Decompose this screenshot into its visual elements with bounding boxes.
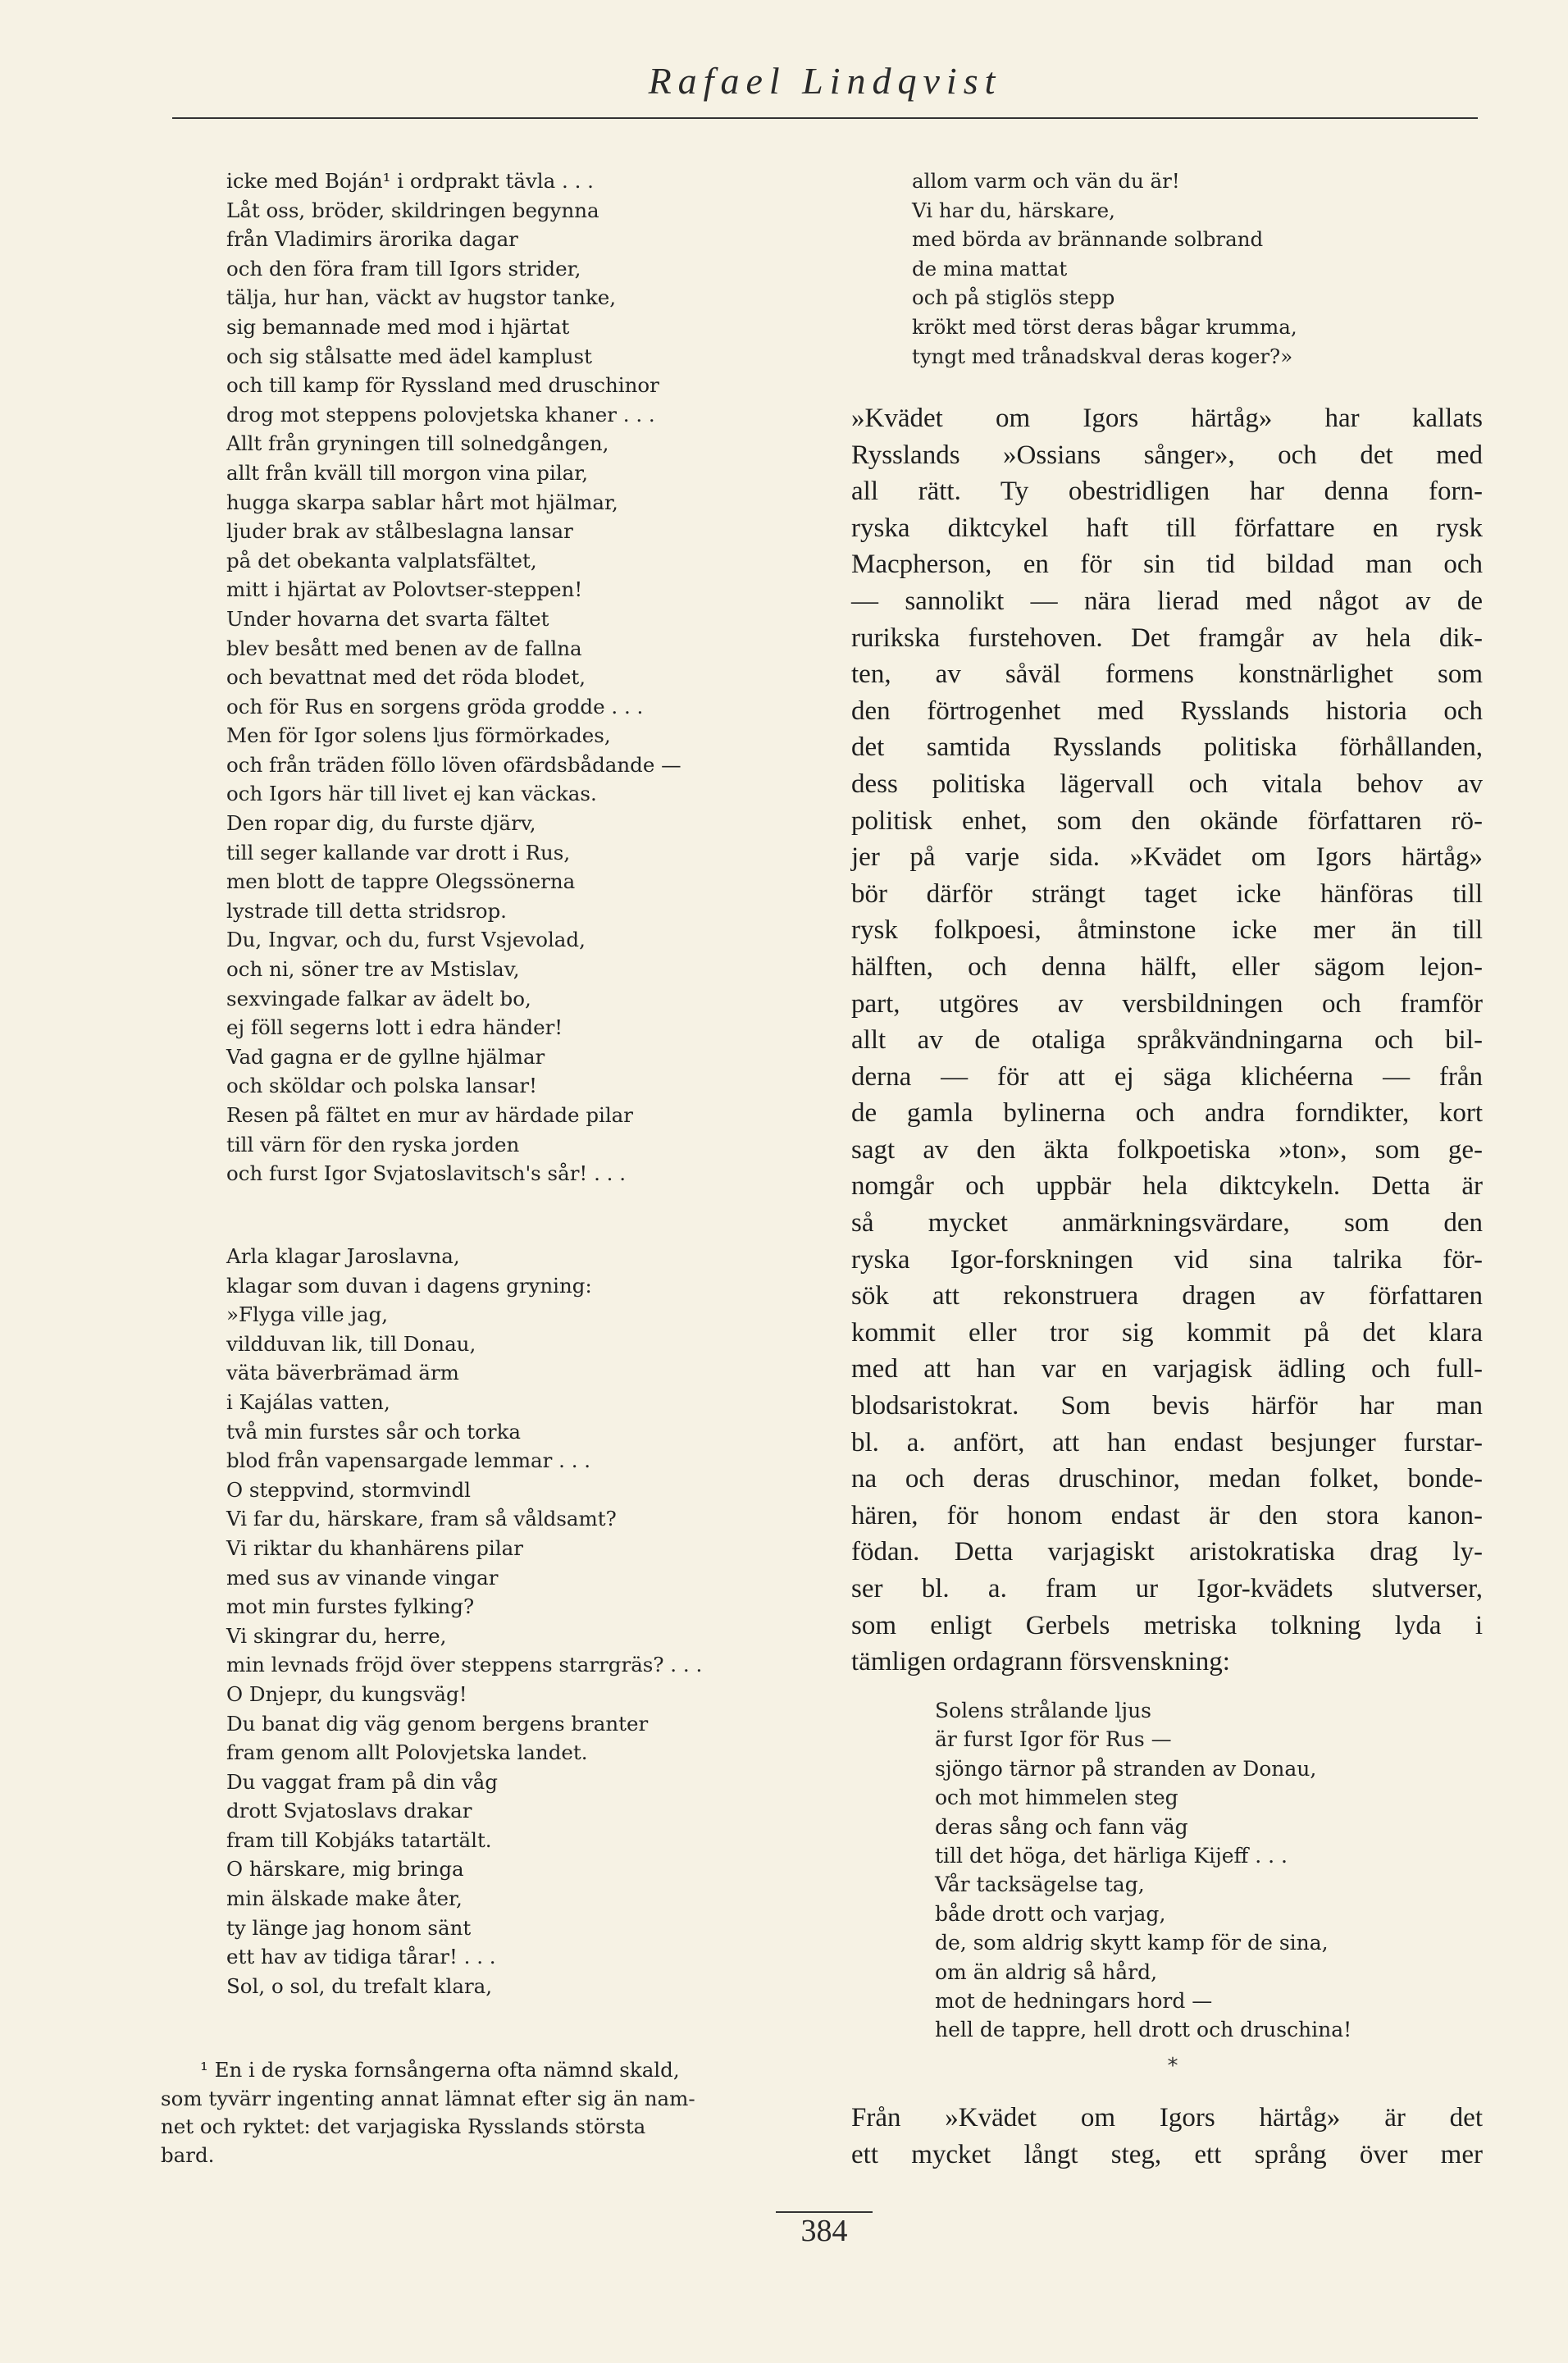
verse-line: lystrade till detta stridsrop. <box>226 898 507 923</box>
verse-line: deras sång och fann väg <box>935 1814 1188 1839</box>
prose-line: blodsaristokrat. Som bevis härför har man <box>851 1391 1483 1421</box>
verse-line: Allt från gryningen till solnedgången, <box>226 431 609 456</box>
verse-line: och furst Igor Svjatoslavitsch's sår! . . . <box>226 1161 627 1186</box>
verse-line: tälja, hur han, väckt av hugstor tanke, <box>226 285 617 310</box>
verse-line: blod från vapensargade lemmar . . . <box>226 1448 591 1473</box>
footnote-line: bard. <box>161 2142 215 2167</box>
verse-line: och från träden föllo löven ofärdsbådande — <box>226 752 681 777</box>
verse-line: de mina mattat <box>912 256 1068 281</box>
verse-line: O steppvind, stormvindl <box>226 1477 471 1502</box>
section-break-asterisk: * <box>1167 2054 1178 2078</box>
running-header: Rafael Lindqvist <box>648 60 1002 102</box>
verse-line: till det höga, det härliga Kijeff . . . <box>935 1843 1288 1868</box>
prose-line: ser bl. a. fram ur Igor-kvädets slutverser, <box>851 1574 1483 1603</box>
prose-line: na och deras druschinor, medan folket, bonde- <box>851 1464 1483 1494</box>
poem-excerpt-right-2 <box>935 1696 1351 2045</box>
verse-line: mot min furstes fylking? <box>226 1594 475 1619</box>
prose-line: rurikska furstehoven. Det framgår av hela dik- <box>851 623 1483 653</box>
verse-line: hell de tappre, hell drott och druschina! <box>935 2018 1352 2042</box>
prose-line: ryska Igor-forskningen vid sina talrika för- <box>851 1244 1483 1275</box>
verse-line: om än aldrig så hård, <box>935 1959 1158 1984</box>
verse-line: Du vaggat fram på din våg <box>226 1769 498 1794</box>
prose-line: — sannolikt — nära lierad med något av de <box>851 586 1483 616</box>
prose-line: ryska diktcykel haft till författare en rysk <box>851 513 1483 543</box>
prose-line: sagt av den äkta folkpoetiska »ton», som ge- <box>851 1134 1483 1165</box>
prose-line: födan. Detta varjagiskt aristokratiska drag ly- <box>851 1537 1483 1567</box>
verse-line: sig bemannade med mod i hjärtat <box>226 314 570 339</box>
verse-line: till värn för den ryska jorden <box>226 1132 520 1156</box>
verse-line: Låt oss, bröder, skildringen begynna <box>226 198 599 222</box>
prose-line: hälften, och denna hälft, eller sägom lejon- <box>851 951 1483 982</box>
prose-line: allt av de otaliga språkvändningarna och bil- <box>851 1025 1483 1056</box>
verse-line: sjöngo tärnor på stranden av Donau, <box>935 1756 1317 1781</box>
verse-line: de, som aldrig skytt kamp för de sina, <box>935 1931 1329 1955</box>
verse-line: sexvingade falkar av ädelt bo, <box>226 986 531 1010</box>
poem-excerpt-right-1 <box>912 167 1297 371</box>
verse-line: Vi har du, härskare, <box>912 198 1115 222</box>
prose-line: den förtrogenhet med Rysslands historia och <box>851 696 1483 726</box>
verse-line: och den föra fram till Igors strider, <box>226 256 581 281</box>
verse-line: två min furstes sår och torka <box>226 1419 522 1444</box>
closing-paragraph <box>851 2100 1483 2173</box>
verse-line: Under hovarna det svarta fältet <box>226 606 549 631</box>
verse-line: men blott de tappre Olegssönerna <box>226 869 576 894</box>
verse-line: Sol, o sol, du trefalt klara, <box>226 1973 493 1998</box>
verse-line: och mot himmelen steg <box>935 1786 1178 1810</box>
prose-line: nomgår och uppbär hela diktcykeln. Detta är <box>851 1171 1483 1202</box>
header-rule <box>172 117 1478 119</box>
prose-line: det samtida Rysslands politiska förhållanden, <box>851 732 1483 763</box>
verse-line: på det obekanta valplatsfältet, <box>226 548 537 573</box>
verse-line: och för Rus en sorgens gröda grodde . . . <box>226 694 644 718</box>
verse-line: i Kajálas vatten, <box>226 1389 390 1414</box>
verse-line: och på stiglös stepp <box>912 285 1115 310</box>
footnote-line: ¹ En i de ryska fornsångerna ofta nämnd skald, <box>200 2058 680 2082</box>
prose-line: »Kvädet om Igors härtåg» har kallats <box>851 404 1483 433</box>
verse-line: med börda av brännande solbrand <box>912 227 1264 252</box>
prose-line: derna — för att ej säga klichéerna — från <box>851 1061 1483 1092</box>
verse-line: O härskare, mig bringa <box>226 1857 464 1882</box>
prose-line: ten, av såväl formens konstnärlighet som <box>851 659 1483 690</box>
verse-line: Resen på fältet en mur av härdade pilar <box>226 1103 633 1127</box>
prose-line: all rätt. Ty obestridligen har denna forn- <box>851 477 1483 507</box>
verse-line: med sus av vinande vingar <box>226 1565 499 1590</box>
verse-line: och till kamp för Ryssland med druschinor <box>226 373 659 398</box>
prose-line: part, utgöres av versbildningen och framför <box>851 988 1483 1019</box>
verse-line: min älskade make åter, <box>226 1886 463 1911</box>
poem-excerpt-left-1 <box>226 167 681 1188</box>
page-number: 384 <box>800 2214 848 2248</box>
verse-line: från Vladimirs ärorika dagar <box>226 227 518 252</box>
verse-line: ljuder brak av stålbeslagna lansar <box>226 519 573 544</box>
verse-line: O Dnjepr, du kungsväg! <box>226 1681 467 1706</box>
footnote-line: som tyvärr ingenting annat lämnat efter sig än nam- <box>161 2086 695 2110</box>
verse-line: krökt med törst deras bågar krumma, <box>912 314 1297 339</box>
footnote-line: net och ryktet: det varjagiska Rysslands största <box>161 2114 646 2138</box>
verse-line: Du, Ingvar, och du, furst Vsjevolad, <box>226 928 586 952</box>
prose-line: rysk folkpoesi, åtminstone icke mer än till <box>851 915 1483 946</box>
verse-line: och ni, söner tre av Mstislav, <box>226 957 520 982</box>
verse-line: Du banat dig väg genom bergens branter <box>226 1711 649 1736</box>
verse-line: »Flyga ville jag, <box>226 1302 389 1327</box>
footnote <box>161 2056 799 2169</box>
prose-line: sök att rekonstruera dragen av författaren <box>851 1281 1483 1312</box>
verse-line: icke med Boján¹ i ordprakt tävla . . . <box>226 169 594 193</box>
prose-line: kommit eller tror sig kommit på det klara <box>851 1317 1483 1348</box>
verse-line: allt från kväll till morgon vina pilar, <box>226 460 589 485</box>
prose-line: ett mycket långt steg, ett språng över mer <box>851 2139 1483 2169</box>
prose-line: så mycket anmärkningsvärdare, som den <box>851 1208 1483 1239</box>
verse-line: Vår tacksägelse tag, <box>935 1873 1145 1897</box>
verse-line: Vi riktar du khanhärens pilar <box>226 1535 523 1560</box>
prose-line: bör därför strängt taget icke hänföras till <box>851 878 1483 909</box>
verse-line: Den ropar dig, du furste djärv, <box>226 811 536 836</box>
prose-line: Rysslands »Ossians sånger», och det med <box>851 440 1483 470</box>
prose-line: bl. a. anfört, att han endast besjunger furstar- <box>851 1427 1483 1457</box>
verse-line: klagar som duvan i dagens gryning: <box>226 1273 592 1298</box>
prose-line: politisk enhet, som den okände författaren rö- <box>851 805 1483 836</box>
verse-line: väta bäverbrämad ärm <box>226 1361 459 1385</box>
prose-paragraph <box>851 400 1483 1681</box>
verse-line: tyngt med trånadskval deras koger?» <box>912 344 1293 368</box>
prose-line: hären, för honom endast är den stora kanon- <box>851 1500 1483 1530</box>
verse-line: ej föll segerns lott i edra händer! <box>226 1015 563 1040</box>
verse-line: Solens strålande ljus <box>935 1699 1152 1722</box>
verse-line: min levnads fröjd över steppens starrgräs? . . . <box>226 1653 703 1677</box>
verse-line: mot de hedningars hord — <box>935 1988 1213 2013</box>
verse-line: Vi skingrar du, herre, <box>226 1623 447 1648</box>
verse-line: till seger kallande var drott i Rus, <box>226 840 571 864</box>
verse-line: och sköldar och polska lansar! <box>226 1074 537 1098</box>
verse-line: drott Svjatoslavs drakar <box>226 1799 472 1823</box>
verse-line: är furst Igor för Rus — <box>935 1727 1172 1752</box>
verse-line: hugga skarpa sablar hårt mot hjälmar, <box>226 490 618 514</box>
verse-line: fram genom allt Polovjetska landet. <box>226 1740 588 1765</box>
prose-line: jer på varje sida. »Kvädet om Igors härtåg» <box>851 842 1483 873</box>
prose-line: dess politiska lägervall och vitala behov av <box>851 769 1483 799</box>
prose-line: Macpherson, en för sin tid bildad man och <box>851 550 1483 580</box>
verse-line: ett hav av tidiga tårar! . . . <box>226 1945 496 1969</box>
prose-line: Från »Kvädet om Igors härtåg» är det <box>851 2103 1483 2133</box>
verse-line: vildduvan lik, till Donau, <box>226 1331 476 1356</box>
verse-line: Arla klagar Jaroslavna, <box>226 1244 460 1268</box>
prose-line: tämligen ordagrann försvenskning: <box>851 1647 1230 1677</box>
verse-line: fram till Kobjáks tatartält. <box>226 1827 492 1852</box>
poem-excerpt-left-2 <box>226 1242 702 2000</box>
verse-line: Men för Igor solens ljus förmörkades, <box>226 723 611 748</box>
verse-line: och sig stålsatte med ädel kamplust <box>226 344 592 368</box>
verse-line: ty länge jag honom sänt <box>226 1915 472 1940</box>
verse-line: blev besått med benen av de fallna <box>226 636 582 660</box>
prose-line: som enligt Gerbels metriska tolkning lyda i <box>851 1610 1483 1640</box>
verse-line: drog mot steppens polovjetska khaner . . . <box>226 402 655 427</box>
verse-line: Vi far du, härskare, fram så våldsamt? <box>226 1507 617 1531</box>
prose-line: med att han var en varjagisk ädling och full- <box>851 1354 1483 1384</box>
verse-line: allom varm och vän du är! <box>912 169 1180 193</box>
verse-line: Vad gagna er de gyllne hjälmar <box>226 1044 545 1069</box>
verse-line: både drott och varjag, <box>935 1901 1166 1926</box>
prose-line: de gamla bylinerna och andra forndikter, kort <box>851 1098 1483 1129</box>
verse-line: och bevattnat med det röda blodet, <box>226 665 586 690</box>
verse-line: och Igors här till livet ej kan väckas. <box>226 782 597 806</box>
verse-line: mitt i hjärtat av Polovtser-steppen! <box>226 577 583 602</box>
